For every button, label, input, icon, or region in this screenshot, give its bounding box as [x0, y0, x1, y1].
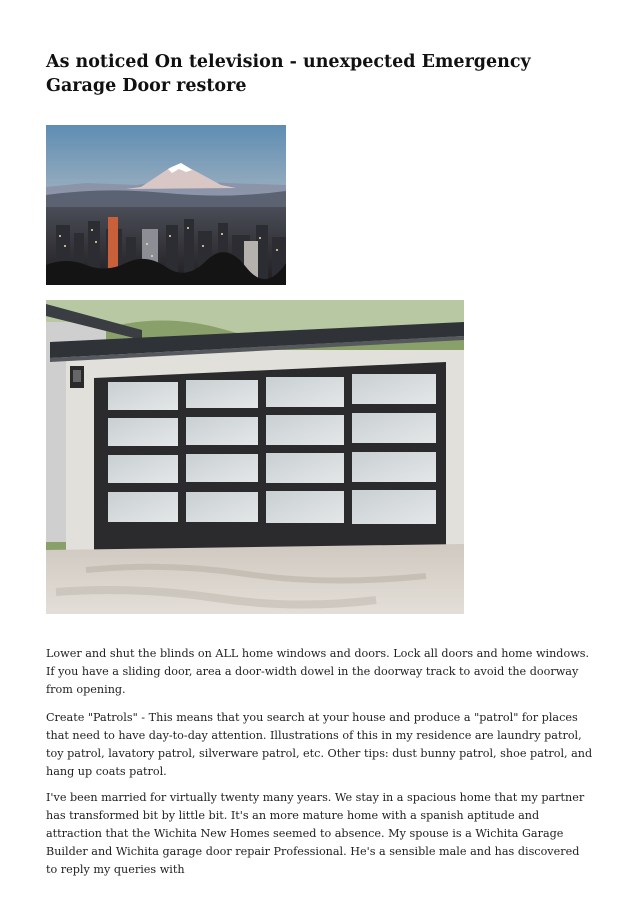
- paragraph-1: Lower and shut the blinds on ALL home windows and doors. Lock all doors and home windows. If you have a sliding door, area a door-width dowel in the doorway track to avoid the doorway from opening.: [46, 647, 590, 696]
- paragraph-2: Create "Patrols" - This means that you search at your house and produce a "patrol" for places that need to have day-to-day attention. Illustrations of this in my residence are laundry patrol, toy patrol, lavatory patrol, silverware patrol, etc. Other tips: dust bunny patrol, shoe patrol, and hang up coats patrol.: [46, 711, 593, 778]
- garage-door-photo: [46, 300, 464, 614]
- city-mountain-photo: [46, 125, 286, 285]
- paragraph-3: I've been married for virtually twenty many years. We stay in a spacious home that my partner has transformed bit by little bit. It's an more mature home with a spanish aptitude and attraction that the Wichita New Homes seemed to absence. My spouse is a Wichita Garage Builder and Wichita garage door repair Professional. He's a sensible male and has discovered to reply my queries with: [46, 791, 585, 876]
- page-title: As noticed On television - unexpected Emergency Garage Door restore: [46, 52, 531, 96]
